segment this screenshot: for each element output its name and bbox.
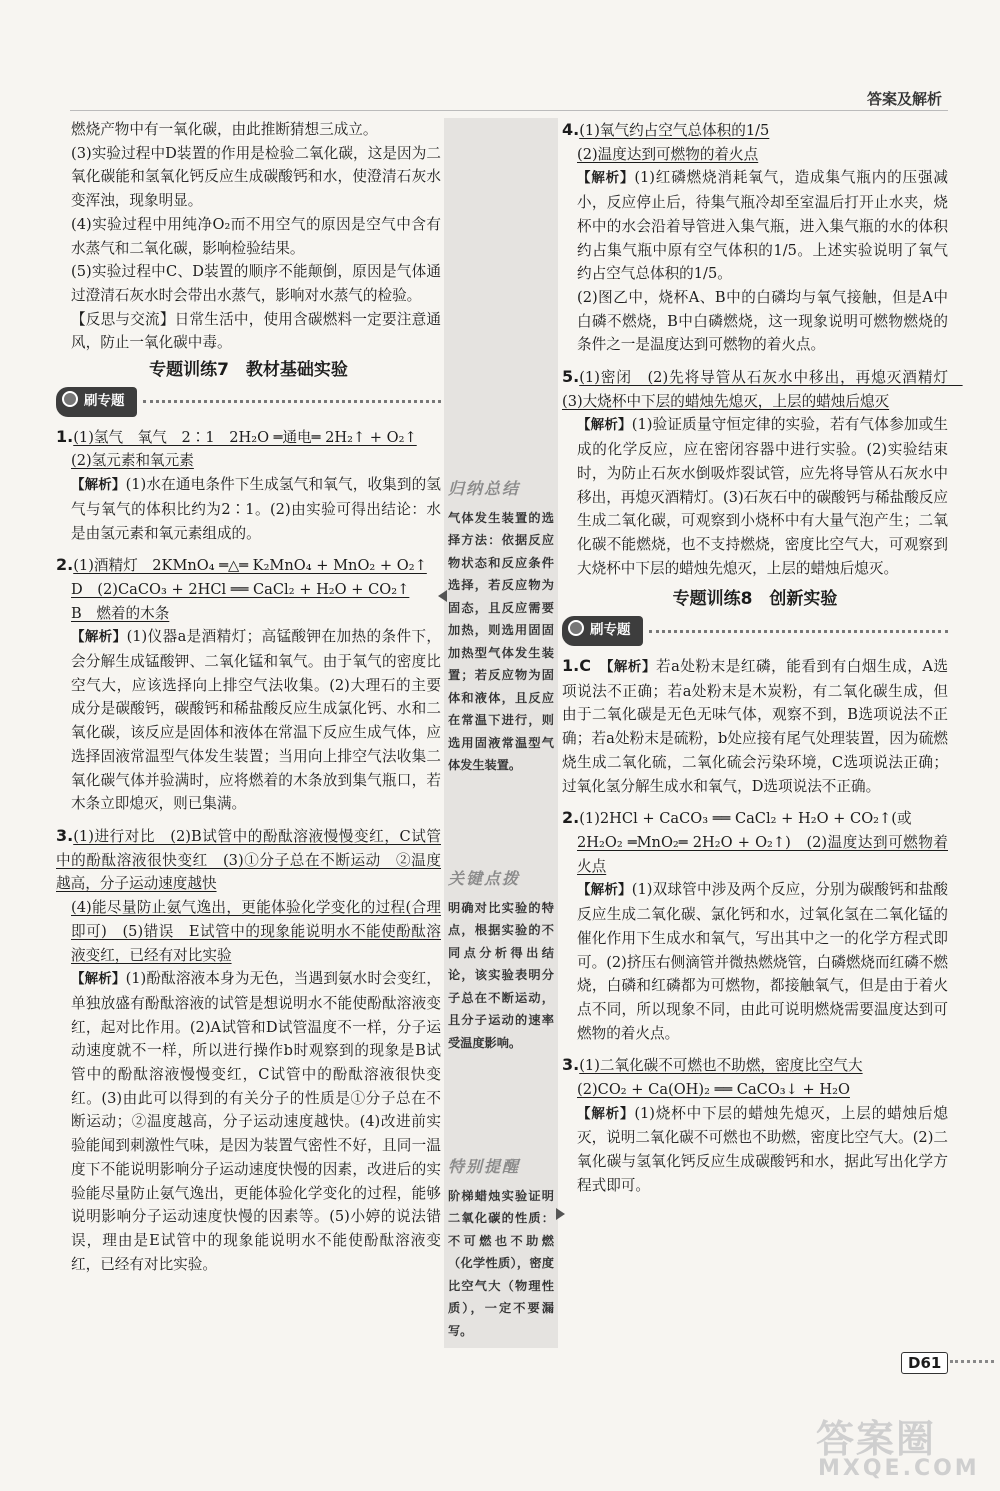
analysis-text: (1)酚酞溶液本身为无色，当遇到氨水时会变红，单独放盛有酚酞溶液的试管是想说明水不能使酚酞溶液变红，起对比作用。(2)A试管和D试管温度不一样，分子运动速度就不一样，所以进行操作b时观察到的现象是B试管中的酚酞溶液慢慢变红，C试管中的酚酞溶液很快变红。(3)由此可以得到的有关分子的性质是①分子总在不断运动；②温度越高，分子运动速度越快。(4)改进前实验能闻到刺激性气味，是因为装置气密性不好，且同一温度下不能说明影响分子运动速度快慢的因素，改进后的实验能尽量防止氨气逸出，更能体验化学变化的过程，能够说明影响分子运动速度快慢的因素等。(5)小婷的说法错误，理由是E试管中的现象能说明水不能使酚酞溶液变红，已经有对比实验。	[71, 970, 441, 1273]
dotted-rule	[950, 1360, 994, 1363]
analysis-label: 【解析】	[577, 170, 635, 187]
section-title: 专题训练7 教材基础实验	[149, 360, 348, 381]
note-text: 气体发生装置的选择方法：依据反应物状态和反应条件选择，若反应物为固态，且反应需要加热，则选用固固加热型气体发生装置；若反应物为固体和液体，且反应在常温下进行，则选用固液常温型气体发生装置。	[448, 510, 554, 772]
analysis-text: (2)图乙中，烧杯A、B中的白磷均与氧气接触，但是A中白磷不燃烧，B中白磷燃烧，这一现象说明可燃物燃烧的条件之一是温度达到可燃物的着火点。	[577, 288, 948, 354]
badge-label: 刷专题	[590, 622, 631, 639]
question-number: 3.	[562, 1055, 580, 1075]
note-title: 关键点拨	[448, 869, 521, 888]
answer-text: (2)温度达到可燃物的着火点	[577, 145, 759, 163]
analysis-text: (1)验证质量守恒定律的实验，若有气体参加或生成的化学反应，应在密闭容器中进行实验。(2)实验结束时，为防止石灰水倒吸炸裂试管，应先将导管从石灰水中移出，再熄灭酒精灯。(3)石灰石中的碳酸钙与稀盐酸反应生成二氧化碳，可观察到小烧杯中有大量气泡产生；二氧化碳不能燃烧，也不支持燃烧，密度比空气大，可观察到大烧杯中下层的蜡烛先熄灭，上层的蜡烛后熄灭。	[577, 416, 948, 577]
answer-text: (1)酒精灯 2KMnO₄ ═△═ K₂MnO₄ + MnO₂ + O₂↑	[73, 557, 427, 575]
creative-question-3	[562, 1053, 948, 1197]
page-header: 答案及解析	[866, 90, 942, 108]
answer-text: (2)氢元素和氧元素	[71, 452, 194, 470]
question-number: 2.	[56, 555, 74, 575]
left-column	[56, 118, 441, 1276]
answer-text: 2H₂O₂ ═MnO₂═ 2H₂O + O₂↑) (2)温度达到可燃物着火点	[577, 833, 948, 875]
section-badge	[56, 387, 137, 417]
answer-text: (1)2HCl + CaCO₃ ══ CaCl₂ + H₂O + CO₂↑(或	[579, 810, 912, 828]
section-title: 专题训练8 创新实验	[672, 589, 838, 610]
section-badge-row	[56, 389, 441, 415]
analysis-label: 【解析】	[71, 971, 126, 988]
analysis-text: (1)双球管中涉及两个反应，分别为碳酸钙和盐酸反应生成二氧化碳、氯化钙和水，过氧化氢在二氧化锰的催化作用下生成水和氧气，写出其中之一的化学方程式即可。(2)挤压右侧滴管并微热燃烧管，白磷燃烧而红磷不燃烧，白磷和红磷都为可燃物，都接触氧气，但是由于着火点不同，所以现象不同，由此可说明燃烧需要温度达到可燃物的着火点。	[577, 881, 948, 1042]
question-3	[56, 824, 441, 1276]
answer-text: (1)进行对比 (2)B试管中的酚酞溶液慢慢变红，C试管中的酚酞溶液很快变红 (3)①分子总在不断运动 ②温度越高，分子运动速度越快	[56, 827, 441, 893]
brush-icon	[62, 391, 78, 407]
question-4	[562, 118, 948, 357]
analysis-label: 【解析】	[606, 659, 656, 676]
arrow-right-icon	[556, 1208, 565, 1220]
analysis-label: 【解析】	[71, 629, 127, 646]
analysis-text: 若a处粉末是红磷，能看到有白烟生成，A选项说法不正确；若a处粉末是木炭粉，有二氧化碳生成，但由于二氧化碳是无色无味气体，观察不到，B选项说法不正确；若a处粉末是硫粉，b处应接有尾气处理装置，因为硫燃烧生成二氧化硫，二氧化硫会污染环境，C选项说法正确；过氧化氢分解生成水和氧气，D选项说法不正确。	[562, 658, 948, 795]
question-number: 1.	[562, 656, 580, 676]
answer-text: (4)能尽量防止氨气逸出，更能体验化学变化的过程(合理即可) (5)错误 E试管中的现象能说明水不能使酚酞溶液变红，已经有对比实验	[71, 899, 441, 964]
analysis-label: 【解析】	[577, 882, 632, 899]
page-number: D61	[901, 1352, 948, 1374]
answer-text: (1)密闭 (2)先将导管从石灰水中移出，再熄灭酒精灯 (3)大烧杯中下层的蜡烛先熄灭，上层的蜡烛后熄灭	[562, 369, 963, 410]
arrow-left-icon	[438, 590, 447, 602]
creative-question-2	[562, 806, 948, 1045]
question-1	[56, 425, 441, 546]
right-column	[562, 118, 963, 1198]
analysis-text: (1)烧杯中下层的蜡烛先熄灭，上层的蜡烛后熄灭，说明二氧化碳不可燃也不助燃，密度比空气大。(2)二氧化碳与氢氧化钙反应生成碳酸钙和水，据此写出化学方程式即可。	[577, 1104, 948, 1194]
question-number: 2.	[562, 808, 580, 828]
dotted-rule	[143, 400, 442, 403]
question-number: 1.	[56, 426, 74, 446]
analysis-label: 【解析】	[71, 477, 126, 494]
answer-text: (2)CO₂ + Ca(OH)₂ ══ CaCO₃↓ + H₂O	[577, 1081, 850, 1099]
badge-label: 刷专题	[84, 392, 125, 409]
answer-text: (1)氧气约占空气总体积的1/5	[579, 122, 770, 139]
creative-question-1	[562, 654, 948, 798]
note-summary	[448, 478, 554, 777]
note-reminder	[448, 1156, 554, 1342]
answer-text: B 燃着的木条	[71, 604, 170, 622]
analysis-text: (1)仪器a是酒精灯；高锰酸钾在加热的条件下，会分解生成锰酸钾、二氧化锰和氧气。由于氧气的密度比空气大，应该选择向上排空气法收集。(2)大理石的主要成分是碳酸钙，碳酸钙和稀盐酸反应生成氯化钙、水和二氧化碳，该反应是固体和液体在常温下反应生成气体，应选择固液常温型气体发生装置；当用向上排空气法收集二氧化碳气体并验满时，应将燃着的木条放到集气瓶口，若木条立即熄灭，则已集满。	[71, 628, 442, 813]
intro-line: (5)实验过程中C、D装置的顺序不能颠倒，原因是气体通过澄清石灰水时会带出水蒸气，影响对水蒸气的检验。	[71, 263, 441, 304]
section-badge-row	[562, 618, 948, 644]
note-keypoint	[448, 868, 554, 1054]
question-5	[562, 365, 963, 580]
header-rule	[70, 110, 948, 111]
analysis-label: 【解析】	[577, 1105, 635, 1122]
question-2	[56, 553, 441, 816]
analysis-text: (1)红磷燃烧消耗氧气，造成集气瓶内的压强减小，反应停止后，待集气瓶冷却至室温后打开止水夹，烧杯中的水会沿着导管进入集气瓶，进入集气瓶的水的体积约占集气瓶中原有空气体积的1/5。上述实验说明了氧气约占空气总体积的1/5。	[577, 169, 948, 283]
intro-line: (4)实验过程中用纯净O₂而不用空气的原因是空气中含有水蒸气和二氧化碳，影响检验结果。	[71, 215, 441, 257]
note-text: 明确对比实验的特点，根据实验的不同点分析得出结论，该实验表明分子总在不断运动，且分子运动的速率受温度影响。	[448, 900, 554, 1050]
answer-text: D (2)CaCO₃ + 2HCl ══ CaCl₂ + H₂O + CO₂↑	[71, 580, 410, 598]
question-number: 5.	[562, 367, 580, 387]
analysis-label: 【解析】	[577, 417, 632, 434]
watermark-logo: 答案圈	[816, 1417, 937, 1461]
note-text: 阶梯蜡烛实验证明二氧化碳的性质：不可燃也不助燃（化学性质），密度比空气大（物理性质），一定不要漏写。	[448, 1188, 554, 1338]
note-title: 特别提醒	[448, 1157, 521, 1176]
analysis-text: (1)水在通电条件下生成氢气和氧气，收集到的氢气与氧气的体积比约为2∶1。(2)由实验可得出结论：水是由氢元素和氧元素组成的。	[71, 476, 441, 542]
watermark-url: MXQE.COM	[818, 1456, 980, 1481]
answer-text: (1)氢气 氧气 2∶1 2H₂O ═通电═ 2H₂↑ + O₂↑	[73, 428, 417, 446]
question-number: 4.	[562, 120, 580, 139]
intro-line: 燃烧产物中有一氧化碳，由此推断猜想三成立。	[71, 121, 378, 138]
answer-text: (1)二氧化碳不可燃也不助燃，密度比空气大	[579, 1057, 863, 1075]
brush-icon	[568, 620, 584, 636]
note-title: 归纳总结	[448, 479, 521, 498]
intro-line: 【反思与交流】日常生活中，使用含碳燃料一定要注意通风，防止一氧化碳中毒。	[71, 310, 441, 352]
answer-choice: C	[579, 656, 591, 676]
section-badge	[562, 616, 643, 646]
question-number: 3.	[56, 825, 74, 845]
intro-line: (3)实验过程中D装置的作用是检验二氧化碳，这是因为二氧化碳能和氢氧化钙反应生成碳酸钙和水，使澄清石灰水变浑浊，现象明显。	[71, 144, 441, 210]
dotted-rule	[649, 630, 949, 633]
